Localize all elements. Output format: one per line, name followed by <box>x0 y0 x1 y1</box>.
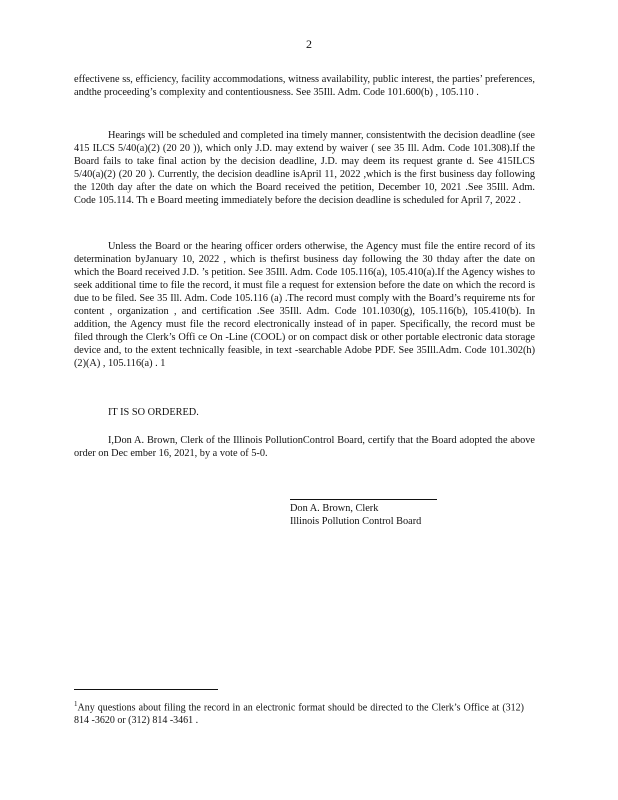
footnote-text: Any questions about filing the record in an electronic format should be directed to the Clerk’s Office at (312) 814 -3620 or (312) 814 -3461 . <box>74 702 524 727</box>
paragraph-hearing-factors: effectivene ss, efficiency, facility accommodations, witness availability, public interest, the parties’ preferences, andthe proceeding’s complexity and contentiousness. See 35Ill. Adm. Code 101.600(b) , 105.110 . <box>74 74 535 98</box>
paragraph-hearing-schedule: Hearings will be scheduled and completed ina timely manner, consistentwith the decision deadline (see 415 ILCS 5/40(a)(2) (20 20 )), which only J.D. may extend by waiver ( see 35 Ill. Adm. Code 101.308).If the Board fails to take final action by the decision deadline, J.D. may deem its request grante d. See 415ILCS 5/40(a)(2) (20 20 ). Currently, the decision deadline isApril 11, 2022 ,which is the first business day following the 120th day after the date on which the Board received the petition, December 10, 2021 .See 35Ill. Adm. Code 105.114. Th e Board meeting immediately before the decision deadline is scheduled for April 7, 2022 . <box>74 130 535 206</box>
clerk-certification: I,Don A. Brown, Clerk of the Illinois PollutionControl Board, certify that the Board adopted the above order on Dec ember 16, 2021, by a vote of 5-0. <box>74 435 535 459</box>
signature-name: Don A. Brown, Clerk <box>290 503 379 514</box>
footnote-marker: 1 <box>74 700 78 708</box>
page-number: 2 <box>306 37 312 51</box>
order-statement: IT IS SO ORDERED. <box>108 407 199 418</box>
signature-organization: Illinois Pollution Control Board <box>290 516 422 527</box>
paragraph-agency-record: Unless the Board or the hearing officer orders otherwise, the Agency must file the entire record of its determination byJanuary 10, 2022 , which is thefirst business day following the 30 thday after the date on which the Board received J.D. ’s petition. See 35Ill. Adm. Code 105.116(a), 105.410(a).If the Agency wishes to seek additional time to file the record, it must file a request for extension before the date on which the record is due to be filed. See 35 Ill. Adm. Code 105.116 (a) .The record must comply with the Board’s requireme nts for content , organization , and certification .See 35Ill. Adm. Code 101.1030(g), 105.116(b), 105.410(b). In addition, the Agency must file the record electronically instead of in paper. Specifically, the record must be filed through the Clerk’s Offi ce On -Line (COOL) or on compact disk or other portable electronic data storage device and, to the extent technically feasible, in text -searchable Adobe PDF. See 35Ill.Adm. Code 101.302(h)(2)(A) , 105.116(a) . 1 <box>74 241 535 369</box>
footnote-divider <box>74 689 218 690</box>
signature-block <box>290 502 421 528</box>
footnote <box>74 698 524 727</box>
signature-line <box>290 499 437 500</box>
